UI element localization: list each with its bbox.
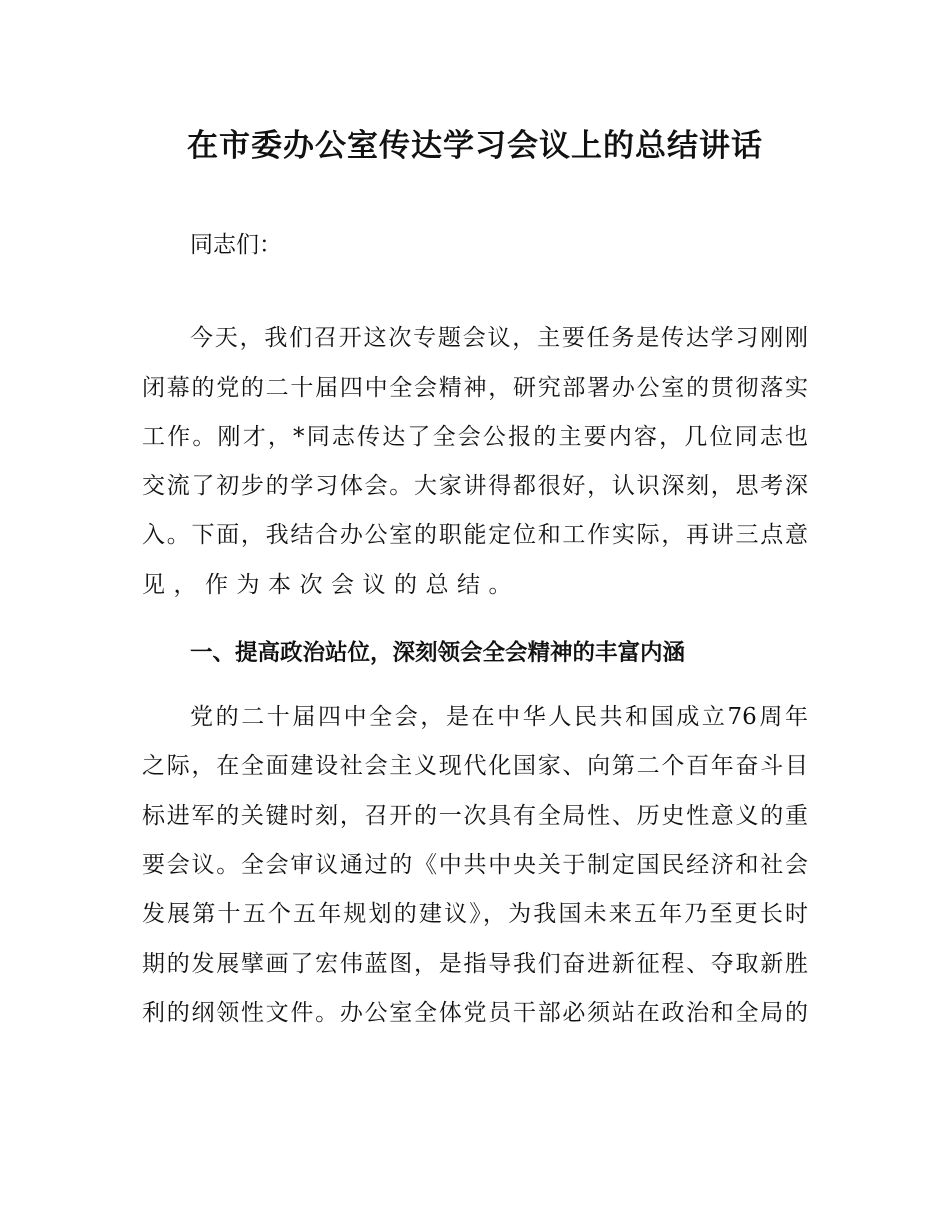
paragraph-line: 交流了初步的学习体会。大家讲得都很好，认识深刻，思考深 [142,473,808,499]
section-heading: 一、提高政治站位，深刻领会全会精神的丰富内涵 [190,640,686,666]
document-title: 在市委办公室传达学习会议上的总结讲话 [187,128,763,164]
paragraph-line: 利的纲领性文件。办公室全体党员干部必须站在政治和全局的 [142,1000,808,1026]
paragraph-line: 闭幕的党的二十届四中全会精神，研究部署办公室的贯彻落实 [142,375,808,401]
paragraph-line: 要会议。全会审议通过的《中共中央关于制定国民经济和社会 [142,852,808,878]
paragraph-line: 见，作为本次会议的总结。 [142,572,520,598]
paragraph-line: 工作。刚才，*同志传达了全会公报的主要内容，几位同志也 [142,424,808,450]
paragraph-line: 入。下面，我结合办公室的职能定位和工作实际，再讲三点意 [142,522,808,548]
paragraph-line: 党的二十届四中全会，是在中华人民共和国成立76周年 [190,704,808,730]
salutation: 同志们： [190,232,282,258]
paragraph-line: 今天，我们召开这次专题会议，主要任务是传达学习刚刚 [190,325,808,351]
paragraph-line: 发展第十五个五年规划的建议》，为我国未来五年乃至更长时 [142,901,808,927]
paragraph-line: 之际，在全面建设社会主义现代化国家、向第二个百年奋斗目 [142,753,808,779]
paragraph-line: 标进军的关键时刻，召开的一次具有全局性、历史性意义的重 [142,803,808,829]
paragraph-line: 期的发展擘画了宏伟蓝图，是指导我们奋进新征程、夺取新胜 [142,951,808,977]
